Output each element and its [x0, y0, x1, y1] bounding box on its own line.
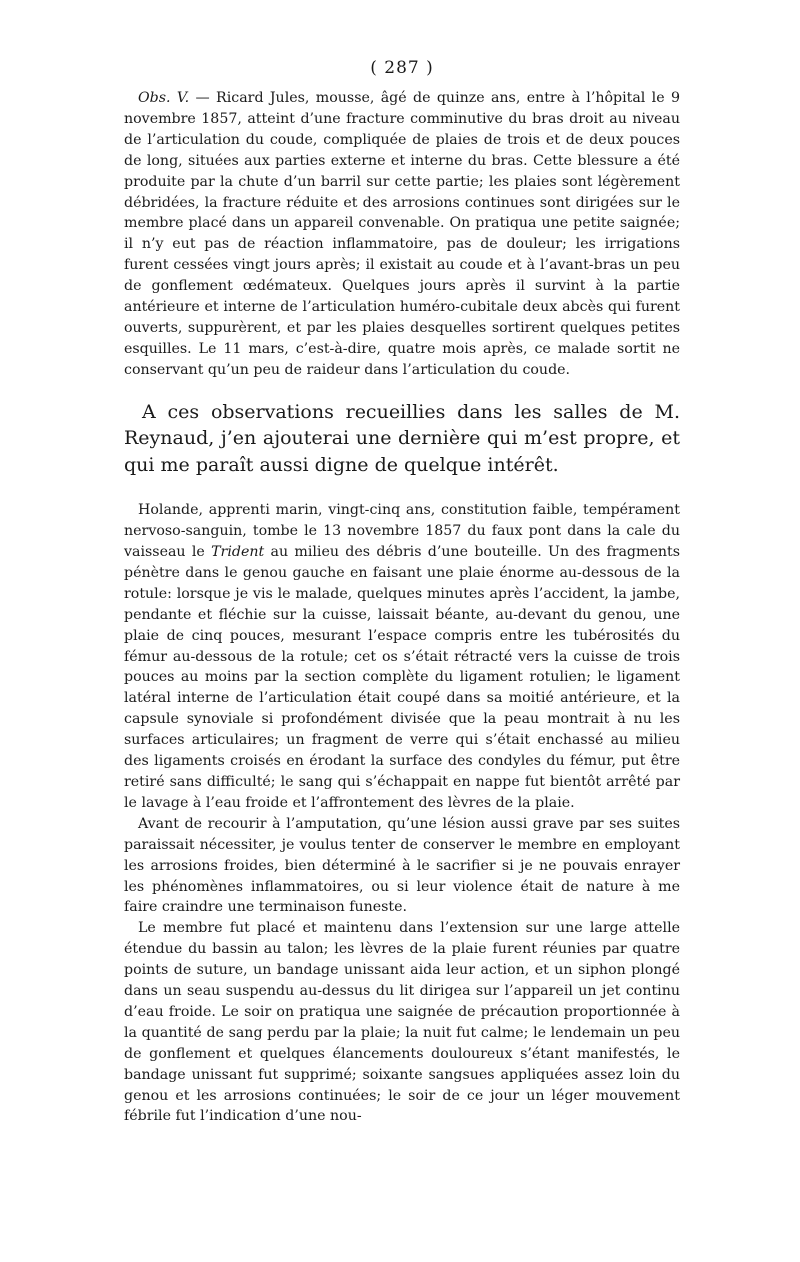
- case-text-end: au milieu des débris d’une bouteille. Un des fragments pénètre dans le genou gauche en faisant une plaie énorme au-dessous de la rotule: lorsque je vis le malade, quelques minutes après l’accident, la jambe, pendante et fléchie sur la cuisse, laissait béante, au-devant du genou, une plaie de cinq pouces, mesurant l’espace compris entre les tubérosités du fémur au-dessous de la rotule; cet os s’était rétracté vers la cuisse de trois pouces au moins par la section complète du ligament rotulien; le ligament latéral interne de l’articulation était coupé dans sa moitié antérieure, et la capsule synoviale si profondément divisée que la peau montrait à nu les surfaces articulaires; un fragment de verre qui s’était enchassé au milieu des ligaments croisés en érodant la surface des condyles du fémur, put être retiré sans difficulté; le sang qui s’échappait en nappe fut bientôt arrêté par le lavage à l’eau froide et l’affrontement des lèvres de la plaie.: [124, 544, 680, 811]
- observation-text: — Ricard Jules, mousse, âgé de quinze ans, entre à l’hôpital le 9 novembre 1857, atteint d’une fracture comminutive du bras droit au niveau de l’articulation du coude, compliquée de plaies de trois et de deux pouces de long, situées aux parties externe et interne du bras. Cette blessure a été produite par la chute d’un barril sur cette partie; les plaies sont légèrement débridées, la fracture réduite et des arrosions continues sont dirigées sur le membre placé dans un appareil convenable. On pratiqua une petite saignée; il n’y eut pas de réaction inflammatoire, pas de douleur; les irrigations furent cessées vingt jours après; il existait au coude et à l’avant-bras un peu de gonflement œdémateux. Quelques jours après il survint à la partie antérieure et interne de l’articulation huméro-cubitale deux abcès qui furent ouverts, suppurèrent, et par les plaies desquelles sortirent quelques petites esquilles. Le 11 mars, c’est-à-dire, quatre mois après, ce malade sortit ne conservant qu’un peu de raideur dans l’articulation du coude.: [124, 90, 680, 378]
- book-page: [124, 58, 680, 1127]
- case-paragraph-2: Avant de recourir à l’amputation, qu’une lésion aussi grave par ses suites paraissait nécessiter, je voulus tenter de conserver le membre en employant les arrosions froides, bien déterminé à le sacrifier si je ne pouvais enrayer les phénomènes inflammatoires, ou si leur violence était de nature à me faire craindre une terminaison funeste.: [124, 815, 680, 916]
- page-number: ( 287 ): [370, 58, 434, 78]
- observation-paragraph: [124, 88, 680, 381]
- observation-label: Obs. V.: [138, 90, 190, 106]
- ship-name: Trident: [211, 544, 265, 560]
- case-paragraph-3: Le membre fut placé et maintenu dans l’extension sur une large attelle étendue du bassin au talon; les lèvres de la plaie furent réunies par quatre points de suture, un bandage unissant aida leur action, et un siphon plongé dans un seau suspendu au-dessus du lit dirigea sur l’appareil un jet continu d’eau froide. Le soir on pratiqua une saignée de précaution proportionnée à la quantité de sang perdu par la plaie; la nuit fut calme; le lendemain un peu de gonflement et quelques élancements douloureux s’étant manifestés, le bandage unissant fut supprimé; soixante sangsues appliquées assez loin du genou et les arrosions continuées; le soir de ce jour un léger mouvement fébrile fut l’indication d’une nou-: [124, 920, 680, 1125]
- intro-paragraph: A ces observations recueillies dans les salles de M. Reynaud, j’en ajouterai une dernière qui m’est propre, et qui me paraît aussi digne de quelque intérêt.: [124, 400, 680, 476]
- case-text-start: Holande, apprenti marin, vingt-cinq ans, constitution faible, tempérament nervoso-sanguin, tombe le 13 novembre 1857 du faux pont dans la cale du vaisseau le: [124, 502, 680, 560]
- case-paragraph-1: [124, 500, 680, 814]
